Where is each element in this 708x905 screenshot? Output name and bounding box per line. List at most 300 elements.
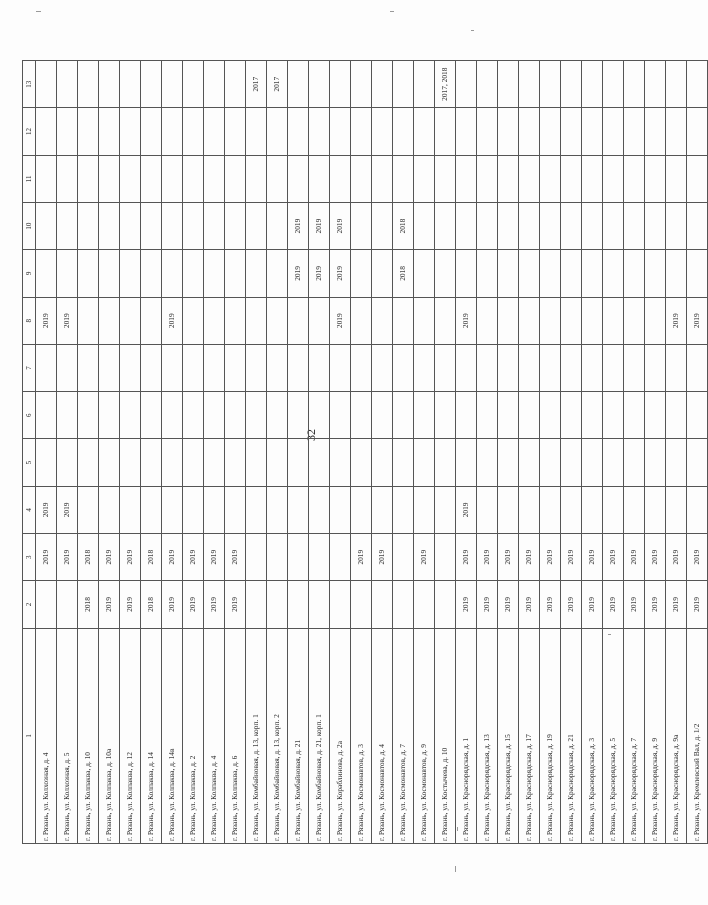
year-cell [162, 392, 183, 439]
year-cell: 2019 [57, 297, 78, 344]
year-cell [288, 392, 309, 439]
year-cell: 2019 [120, 534, 141, 581]
year-cell [288, 155, 309, 202]
year-cell [99, 202, 120, 249]
year-cell [183, 344, 204, 391]
year-cell [393, 108, 414, 155]
year-cell [78, 344, 99, 391]
year-cell: 2019 [582, 581, 603, 628]
address-cell: г. Рязань, ул. Кремлевский Вал, д. 1/2 [687, 628, 708, 843]
table-row [498, 61, 519, 844]
table-row [204, 61, 225, 844]
address-cell: г. Рязань, ул. Комбайновая, д. 13, корп. 1 [246, 628, 267, 843]
year-cell [120, 108, 141, 155]
year-cell [225, 202, 246, 249]
year-cell [519, 155, 540, 202]
rotated-table-container [22, 60, 701, 844]
year-cell [540, 344, 561, 391]
year-cell [582, 202, 603, 249]
year-cell [687, 392, 708, 439]
year-cell: 2019 [162, 297, 183, 344]
address-cell: г. Рязань, ул. Колпаква, д. 4 [204, 628, 225, 843]
year-cell [120, 61, 141, 108]
year-cell [99, 297, 120, 344]
year-cell [519, 202, 540, 249]
year-cell [498, 202, 519, 249]
year-cell [414, 155, 435, 202]
year-cell [141, 61, 162, 108]
year-cell [477, 61, 498, 108]
year-cell [267, 392, 288, 439]
year-cell [666, 344, 687, 391]
table-row [540, 61, 561, 844]
column-header: 8 [23, 297, 36, 344]
year-cell: 2019 [309, 202, 330, 249]
year-cell [435, 202, 456, 249]
header-row [23, 61, 36, 844]
scan-speck [36, 11, 41, 12]
address-cell: г. Рязань, ул. Комбайновая, д. 21 [288, 628, 309, 843]
year-cell [225, 108, 246, 155]
address-cell: г. Рязань, ул. Краснорядская, д. 9 [645, 628, 666, 843]
year-cell [309, 581, 330, 628]
year-cell: 2019 [288, 202, 309, 249]
year-cell [393, 439, 414, 486]
year-cell [582, 297, 603, 344]
year-cell: 2019 [456, 297, 477, 344]
column-header: 6 [23, 392, 36, 439]
year-cell [498, 250, 519, 297]
year-cell [603, 61, 624, 108]
year-cell [624, 108, 645, 155]
year-cell [414, 61, 435, 108]
year-cell: 2019 [666, 534, 687, 581]
year-cell [267, 344, 288, 391]
year-cell [309, 297, 330, 344]
year-cell [393, 392, 414, 439]
year-cell [78, 155, 99, 202]
table-row [414, 61, 435, 844]
table-row [288, 61, 309, 844]
table-row [561, 61, 582, 844]
year-cell [225, 486, 246, 533]
year-cell [183, 297, 204, 344]
year-cell [351, 344, 372, 391]
year-cell [645, 297, 666, 344]
year-cell [645, 155, 666, 202]
year-cell [57, 61, 78, 108]
year-cell [225, 61, 246, 108]
year-cell: 2019 [57, 486, 78, 533]
year-cell [540, 61, 561, 108]
table-body [23, 61, 708, 844]
column-header: 5 [23, 439, 36, 486]
year-cell [225, 155, 246, 202]
year-cell [78, 392, 99, 439]
year-cell [309, 61, 330, 108]
year-cell [267, 155, 288, 202]
year-cell [36, 108, 57, 155]
year-cell [330, 486, 351, 533]
year-cell [582, 439, 603, 486]
year-cell [561, 108, 582, 155]
year-cell [204, 344, 225, 391]
year-cell [99, 108, 120, 155]
year-cell: 2018 [141, 534, 162, 581]
year-cell [540, 202, 561, 249]
year-cell [204, 439, 225, 486]
year-cell [477, 202, 498, 249]
year-cell [582, 392, 603, 439]
year-cell [498, 297, 519, 344]
year-cell [204, 61, 225, 108]
year-cell [687, 155, 708, 202]
year-cell: 2019 [309, 250, 330, 297]
year-cell: 2019 [666, 581, 687, 628]
year-cell: 2019 [36, 297, 57, 344]
year-cell [183, 486, 204, 533]
year-cell [393, 297, 414, 344]
address-cell: г. Рязань, ул. Краснорядская, д. 3 [582, 628, 603, 843]
year-cell [414, 250, 435, 297]
table-row [267, 61, 288, 844]
year-cell [561, 155, 582, 202]
year-cell [414, 439, 435, 486]
year-cell [267, 581, 288, 628]
year-cell [78, 108, 99, 155]
year-cell [267, 108, 288, 155]
year-cell: 2018 [78, 581, 99, 628]
year-cell [519, 486, 540, 533]
table-row [99, 61, 120, 844]
year-cell [603, 344, 624, 391]
year-cell [603, 108, 624, 155]
year-cell [351, 61, 372, 108]
address-cell: г. Рязань, ул. Космонавтов, д. 4 [372, 628, 393, 843]
year-cell [645, 439, 666, 486]
year-cell [246, 486, 267, 533]
year-cell [477, 392, 498, 439]
year-cell [561, 344, 582, 391]
year-cell [288, 439, 309, 486]
year-cell: 2019 [162, 581, 183, 628]
table-row [246, 61, 267, 844]
year-cell [351, 581, 372, 628]
year-cell: 2019 [687, 534, 708, 581]
year-cell [351, 297, 372, 344]
year-cell [57, 155, 78, 202]
year-cell [582, 61, 603, 108]
table-row [36, 61, 57, 844]
year-cell [246, 250, 267, 297]
year-cell [498, 344, 519, 391]
year-cell: 2018 [141, 581, 162, 628]
year-cell [204, 202, 225, 249]
year-cell [162, 344, 183, 391]
table-row [141, 61, 162, 844]
year-cell: 2019 [36, 534, 57, 581]
year-cell [99, 61, 120, 108]
year-cell [246, 439, 267, 486]
year-cell [57, 344, 78, 391]
year-cell [435, 439, 456, 486]
year-cell [204, 297, 225, 344]
address-cell: г. Рязань, ул. Костычева, д. 10 [435, 628, 456, 843]
column-header: 3 [23, 534, 36, 581]
year-cell [57, 250, 78, 297]
year-cell [393, 534, 414, 581]
scan-speck [457, 827, 458, 831]
year-cell: 2019 [624, 534, 645, 581]
year-cell [204, 486, 225, 533]
year-cell: 2019 [225, 534, 246, 581]
year-cell [288, 108, 309, 155]
year-cell [141, 202, 162, 249]
year-cell: 2019 [99, 581, 120, 628]
year-cell [57, 439, 78, 486]
table-row [477, 61, 498, 844]
column-header: 7 [23, 344, 36, 391]
column-header: 13 [23, 61, 36, 108]
year-cell [540, 108, 561, 155]
year-cell [141, 392, 162, 439]
year-cell [561, 297, 582, 344]
year-cell [624, 155, 645, 202]
year-cell [372, 486, 393, 533]
year-cell [99, 344, 120, 391]
year-cell [330, 534, 351, 581]
year-cell [645, 486, 666, 533]
year-cell [372, 297, 393, 344]
table-row [330, 61, 351, 844]
year-cell [687, 439, 708, 486]
year-cell [645, 250, 666, 297]
year-cell [687, 486, 708, 533]
column-header: 12 [23, 108, 36, 155]
year-cell [36, 202, 57, 249]
year-cell [435, 392, 456, 439]
year-cell [414, 202, 435, 249]
year-cell [582, 486, 603, 533]
year-cell [120, 297, 141, 344]
address-cell: г. Рязань, ул. Краснорядская, д. 17 [519, 628, 540, 843]
year-cell: 2018 [393, 250, 414, 297]
address-cell: г. Рязань, ул. Краснорядская, д. 5 [603, 628, 624, 843]
year-cell [561, 250, 582, 297]
year-cell [225, 439, 246, 486]
year-cell [624, 250, 645, 297]
year-cell [603, 439, 624, 486]
year-cell [435, 108, 456, 155]
year-cell [246, 392, 267, 439]
table-row [78, 61, 99, 844]
table-row [372, 61, 393, 844]
year-cell [666, 108, 687, 155]
year-cell [477, 250, 498, 297]
year-cell [624, 439, 645, 486]
year-cell [456, 155, 477, 202]
year-cell [141, 486, 162, 533]
year-cell [204, 155, 225, 202]
year-cell [666, 61, 687, 108]
year-cell: 2019 [99, 534, 120, 581]
year-cell [540, 486, 561, 533]
year-cell [162, 202, 183, 249]
year-cell [204, 250, 225, 297]
year-cell [141, 108, 162, 155]
year-cell [519, 297, 540, 344]
address-cell: г. Рязань, ул. Колпаква, д. 2 [183, 628, 204, 843]
year-cell: 2019 [120, 581, 141, 628]
table-row [624, 61, 645, 844]
table-row [225, 61, 246, 844]
year-cell [519, 439, 540, 486]
year-cell [456, 61, 477, 108]
year-cell [561, 439, 582, 486]
year-cell [435, 250, 456, 297]
year-cell: 2019 [204, 581, 225, 628]
year-cell [372, 439, 393, 486]
year-cell [435, 534, 456, 581]
year-cell [435, 344, 456, 391]
year-cell [477, 155, 498, 202]
year-cell [351, 202, 372, 249]
year-cell [624, 486, 645, 533]
year-cell [519, 344, 540, 391]
year-cell [36, 61, 57, 108]
address-cell: г. Рязань, ул. Колпаква, д. 12 [120, 628, 141, 843]
year-cell [267, 250, 288, 297]
year-cell [477, 439, 498, 486]
year-cell [330, 108, 351, 155]
year-cell [99, 392, 120, 439]
year-cell [120, 486, 141, 533]
table-row [603, 61, 624, 844]
table-row [351, 61, 372, 844]
year-cell [183, 108, 204, 155]
year-cell: 2019 [330, 202, 351, 249]
table-row [393, 61, 414, 844]
year-cell [603, 297, 624, 344]
year-cell [120, 155, 141, 202]
year-cell [288, 486, 309, 533]
year-cell [120, 392, 141, 439]
year-cell [603, 155, 624, 202]
table-row [456, 61, 477, 844]
year-cell [519, 250, 540, 297]
year-cell [309, 155, 330, 202]
year-cell [246, 297, 267, 344]
year-cell [393, 486, 414, 533]
year-cell [267, 297, 288, 344]
year-cell [624, 297, 645, 344]
table-row [687, 61, 708, 844]
year-cell [225, 344, 246, 391]
year-cell [456, 439, 477, 486]
year-cell [57, 581, 78, 628]
year-cell [456, 392, 477, 439]
year-cell [540, 297, 561, 344]
year-cell [519, 108, 540, 155]
year-cell [78, 297, 99, 344]
year-cell [540, 439, 561, 486]
column-header: 1 [23, 628, 36, 843]
year-cell: 2019 [477, 534, 498, 581]
year-cell: 2019 [540, 581, 561, 628]
year-cell [78, 202, 99, 249]
year-cell [120, 344, 141, 391]
scan-speck [608, 634, 611, 635]
year-cell [687, 108, 708, 155]
year-cell [561, 392, 582, 439]
year-cell [183, 202, 204, 249]
address-cell: г. Рязань, ул. Колпаква, д. 6 [225, 628, 246, 843]
address-cell: г. Рязань, ул. Космонавтов, д. 7 [393, 628, 414, 843]
year-cell [603, 250, 624, 297]
year-cell: 2019 [666, 297, 687, 344]
year-cell [414, 108, 435, 155]
address-cell: г. Рязань, ул. Колхозная, д. 5 [57, 628, 78, 843]
year-cell [120, 250, 141, 297]
year-cell: 2019 [351, 534, 372, 581]
year-cell [330, 61, 351, 108]
year-cell [624, 61, 645, 108]
year-cell [351, 486, 372, 533]
year-cell [162, 108, 183, 155]
year-cell [309, 486, 330, 533]
year-cell [414, 392, 435, 439]
table-row [435, 61, 456, 844]
year-cell [477, 486, 498, 533]
year-cell [288, 344, 309, 391]
year-cell [78, 61, 99, 108]
year-cell: 2018 [78, 534, 99, 581]
year-cell: 2019 [687, 297, 708, 344]
year-cell: 2019 [330, 250, 351, 297]
year-cell [435, 486, 456, 533]
year-cell [141, 250, 162, 297]
year-cell [498, 486, 519, 533]
year-cell [99, 155, 120, 202]
year-cell: 2019 [582, 534, 603, 581]
year-cell: 2019 [183, 534, 204, 581]
year-cell [246, 581, 267, 628]
year-cell [603, 392, 624, 439]
year-cell [645, 202, 666, 249]
year-cell [372, 108, 393, 155]
address-cell: г. Рязань, ул. Колпаква, д. 10 [78, 628, 99, 843]
year-cell: 2019 [183, 581, 204, 628]
year-cell [372, 392, 393, 439]
year-cell [687, 61, 708, 108]
year-cell [225, 392, 246, 439]
year-cell [309, 344, 330, 391]
year-cell [687, 202, 708, 249]
year-cell [330, 155, 351, 202]
year-cell [456, 250, 477, 297]
year-cell [36, 155, 57, 202]
year-cell [393, 61, 414, 108]
year-cell [351, 155, 372, 202]
year-cell: 2019 [540, 534, 561, 581]
year-cell [267, 439, 288, 486]
address-cell: г. Рязань, ул. Краснорядская, д. 13 [477, 628, 498, 843]
year-cell: 2019 [477, 581, 498, 628]
year-cell [99, 486, 120, 533]
year-cell [624, 202, 645, 249]
year-cell [162, 486, 183, 533]
table-row [645, 61, 666, 844]
